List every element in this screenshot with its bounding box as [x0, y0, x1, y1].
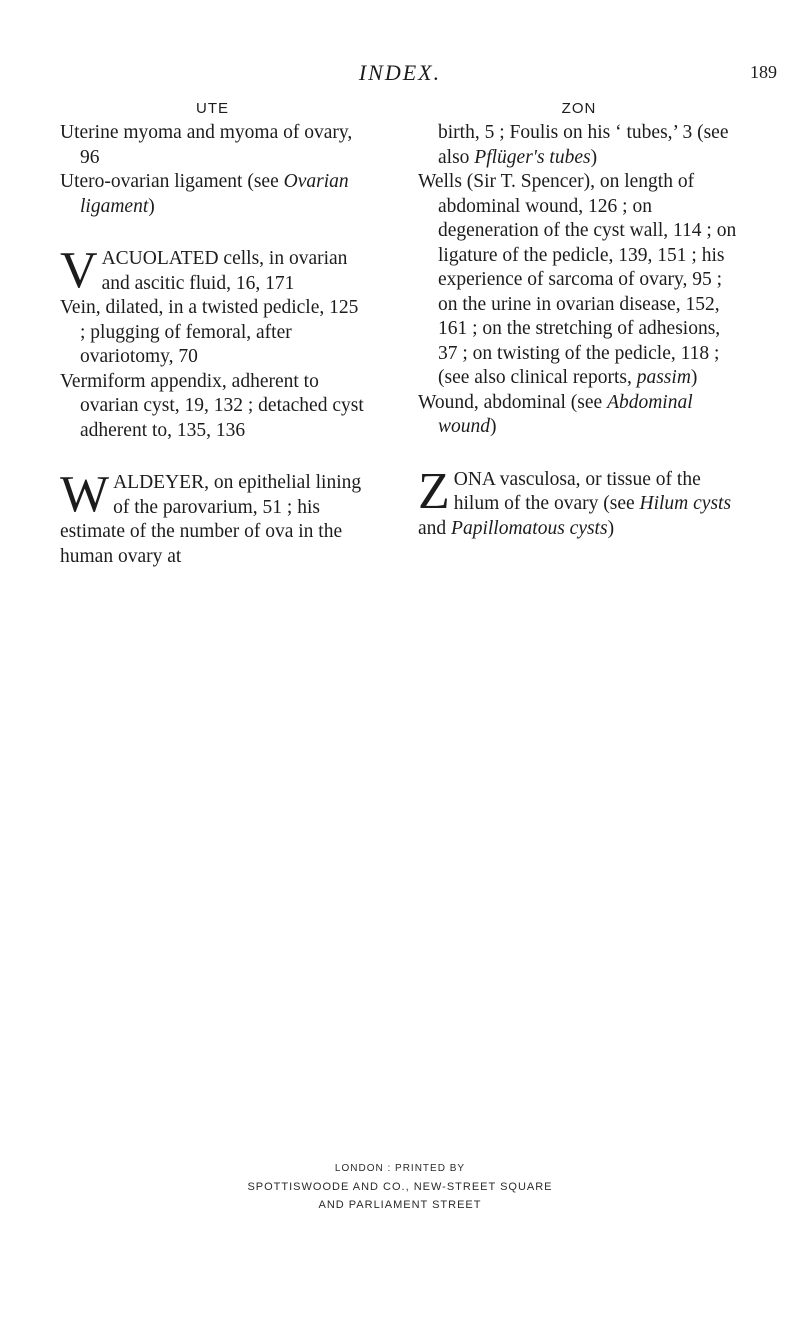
catchword-right: ZON [561, 100, 597, 117]
index-entry-waldeyer: WALDEYER, on epithelial lining of the parovarium, 51 ; his estimate of the number of ova in the human ovary at [60, 466, 362, 567]
index-entry-wells: Wells (Sir T. Spencer), on length of abdominal wound, 126 ; on degeneration of the cyst wall, 114 ; on ligature of the pedicle, 139, 151 ; his experience of sarcoma of ovary, 95 ; on the urine in ovarian disease, 152, 161 ; on the stretching of adhesions, 37 ; on twisting of the pedicle, 118 ; (see also clinical reports, passim) [418, 171, 737, 388]
section-z [418, 462, 740, 542]
section-w [60, 466, 365, 569]
running-head-title: INDEX. [358, 60, 442, 85]
dropcap-v: V [60, 242, 98, 299]
printer-imprint [0, 1160, 800, 1214]
index-entry-zona: ZONA vasculosa, or tissue of the hilum of the ovary (see Hilum cysts and Papillomatous cysts) [418, 462, 732, 539]
imprint-line-1: LONDON : PRINTED BY [334, 1163, 466, 1174]
index-entry-wound: Wound, abdominal (see Abdominal wound) [418, 391, 693, 437]
index-entry-utero-ovarian: Utero-ovarian ligament (see Ovarian ligament) [60, 171, 349, 217]
index-entry-vermiform: Vermiform appendix, adherent to ovarian cyst, 19, 132 ; detached cyst adherent to, 135, 136 [60, 370, 364, 441]
section-v [60, 242, 365, 443]
right-column [418, 100, 740, 541]
imprint-line-3: AND PARLIAMENT STREET [318, 1199, 482, 1211]
index-entry-vacuolated: VACUOLATED cells, in ovarian and ascitic fluid, 16, 171 [60, 242, 348, 299]
dropcap-z: Z [418, 462, 450, 520]
page-number: 189 [750, 62, 777, 82]
index-entry-uterine: Uterine myoma and myoma of ovary, 96 [60, 122, 353, 168]
index-entry-vein: Vein, dilated, in a twisted pedicle, 125 ; plugging of femoral, after ovariotomy, 70 [60, 297, 359, 367]
dropcap-w: W [60, 466, 110, 523]
catchword-left: UTE [196, 100, 229, 117]
left-column [60, 100, 365, 569]
index-entry-continuation: birth, 5 ; Foulis on his ‘ tubes,’ 3 (see also Pflüger's tubes) [438, 122, 729, 168]
imprint-line-2: SPOTTISWOODE AND CO., NEW-STREET SQUARE [247, 1181, 553, 1193]
